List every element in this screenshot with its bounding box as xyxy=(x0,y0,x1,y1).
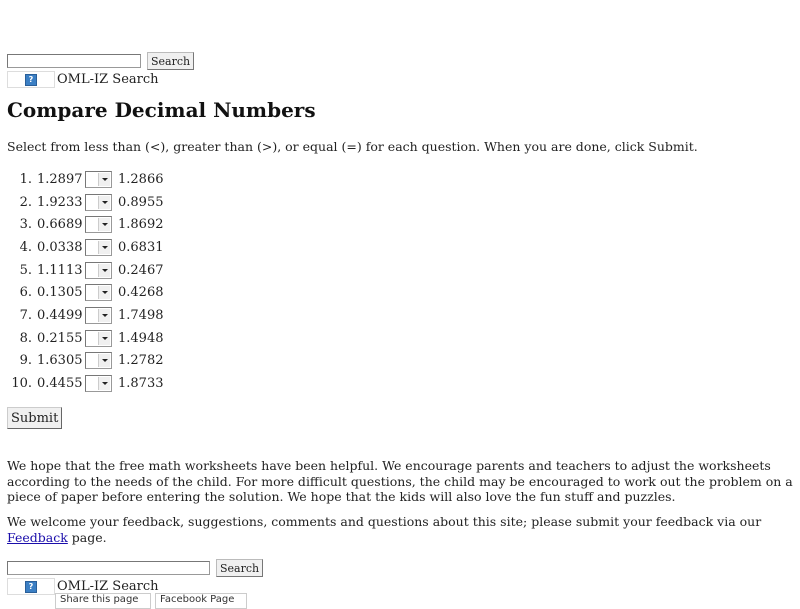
question-row xyxy=(0,236,164,259)
top-search-bar xyxy=(7,52,194,70)
comparison-select[interactable] xyxy=(85,262,112,279)
bottom-search-input[interactable] xyxy=(7,561,210,575)
question-row xyxy=(0,259,164,282)
feedback-text-after: page. xyxy=(67,529,107,545)
page-title: Compare Decimal Numbers xyxy=(7,98,316,122)
comparison-select[interactable] xyxy=(85,307,112,324)
share-page-button[interactable]: Share this page xyxy=(55,593,151,609)
question-number: 4. xyxy=(19,239,32,255)
question-row xyxy=(0,168,164,191)
questions-list xyxy=(0,168,164,395)
top-engine-selector[interactable] xyxy=(7,71,55,88)
instructions: Select from less than (<), greater than (>), or equal (=) for each question. When you are done, click Submit. xyxy=(7,139,698,154)
top-search-button[interactable]: Search xyxy=(147,52,194,70)
feedback-link[interactable]: Feedback xyxy=(7,529,68,545)
left-number: 0.4499 xyxy=(37,307,83,323)
right-number: 1.2782 xyxy=(118,353,164,369)
question-number: 1. xyxy=(19,171,32,187)
comparison-select[interactable] xyxy=(85,284,112,301)
right-number: 0.2467 xyxy=(118,262,164,278)
right-number: 1.7498 xyxy=(118,307,164,323)
comparison-select[interactable] xyxy=(85,171,112,188)
right-number: 1.4948 xyxy=(118,330,164,346)
left-number: 0.0338 xyxy=(37,239,83,255)
feedback-paragraph xyxy=(7,514,797,545)
question-number: 7. xyxy=(19,307,32,323)
question-row xyxy=(0,372,164,395)
chevron-down-icon xyxy=(98,264,110,277)
comparison-select[interactable] xyxy=(85,216,112,233)
right-number: 1.8692 xyxy=(118,217,164,233)
chevron-down-icon xyxy=(98,332,110,345)
question-number: 8. xyxy=(19,330,32,346)
top-search-engine xyxy=(7,71,159,88)
question-row xyxy=(0,191,164,214)
left-number: 0.2155 xyxy=(37,330,83,346)
bottom-search-bar xyxy=(7,559,263,577)
question-row xyxy=(0,281,164,304)
left-number: 1.6305 xyxy=(37,353,83,369)
facebook-page-button[interactable]: Facebook Page xyxy=(155,593,247,609)
share-row xyxy=(55,593,251,609)
chevron-down-icon xyxy=(98,218,110,231)
right-number: 0.4268 xyxy=(118,285,164,301)
chevron-down-icon xyxy=(98,354,110,367)
question-number: 5. xyxy=(19,262,32,278)
comparison-select[interactable] xyxy=(85,352,112,369)
left-number: 1.1113 xyxy=(37,262,83,278)
feedback-text-before: We welcome your feedback, suggestions, comments and questions about this site; please submit your feedback via our xyxy=(7,514,762,529)
chevron-down-icon xyxy=(98,173,110,186)
question-row xyxy=(0,350,164,373)
chevron-down-icon xyxy=(98,241,110,254)
bottom-search-button[interactable]: Search xyxy=(216,559,263,577)
right-number: 1.8733 xyxy=(118,376,164,392)
right-number: 1.2866 xyxy=(118,171,164,187)
question-row xyxy=(0,327,164,350)
left-number: 1.9233 xyxy=(37,194,83,210)
chevron-down-icon xyxy=(98,196,110,209)
question-icon: ? xyxy=(25,74,37,86)
comparison-select[interactable] xyxy=(85,330,112,347)
left-number: 0.1305 xyxy=(37,285,83,301)
question-row xyxy=(0,304,164,327)
top-engine-label: OML-IZ Search xyxy=(57,72,159,87)
left-number: 1.2897 xyxy=(37,171,83,187)
question-number: 3. xyxy=(19,217,32,233)
question-row xyxy=(0,213,164,236)
bottom-engine-label: OML-IZ Search xyxy=(57,579,159,594)
bottom-engine-selector[interactable] xyxy=(7,578,55,595)
chevron-down-icon xyxy=(98,309,110,322)
question-number: 6. xyxy=(19,285,32,301)
left-number: 0.6689 xyxy=(37,217,83,233)
question-number: 9. xyxy=(19,353,32,369)
right-number: 0.8955 xyxy=(118,194,164,210)
worksheet-info-paragraph: We hope that the free math worksheets have been helpful. We encourage parents and teachers to adjust the worksheets according to the needs of the child. For more difficult questions, the child may be encouraged to work out the problem on a piece of paper before entering the solution. We hope that the kids will also love the fun stuff and puzzles. xyxy=(7,458,793,504)
left-number: 0.4455 xyxy=(37,376,83,392)
question-number: 10. xyxy=(11,376,32,392)
comparison-select[interactable] xyxy=(85,239,112,256)
question-number: 2. xyxy=(19,194,32,210)
top-search-input[interactable] xyxy=(7,54,141,68)
question-icon: ? xyxy=(25,581,37,593)
comparison-select[interactable] xyxy=(85,375,112,392)
comparison-select[interactable] xyxy=(85,194,112,211)
right-number: 0.6831 xyxy=(118,239,164,255)
chevron-down-icon xyxy=(98,377,110,390)
submit-button[interactable]: Submit xyxy=(7,407,62,429)
chevron-down-icon xyxy=(98,286,110,299)
